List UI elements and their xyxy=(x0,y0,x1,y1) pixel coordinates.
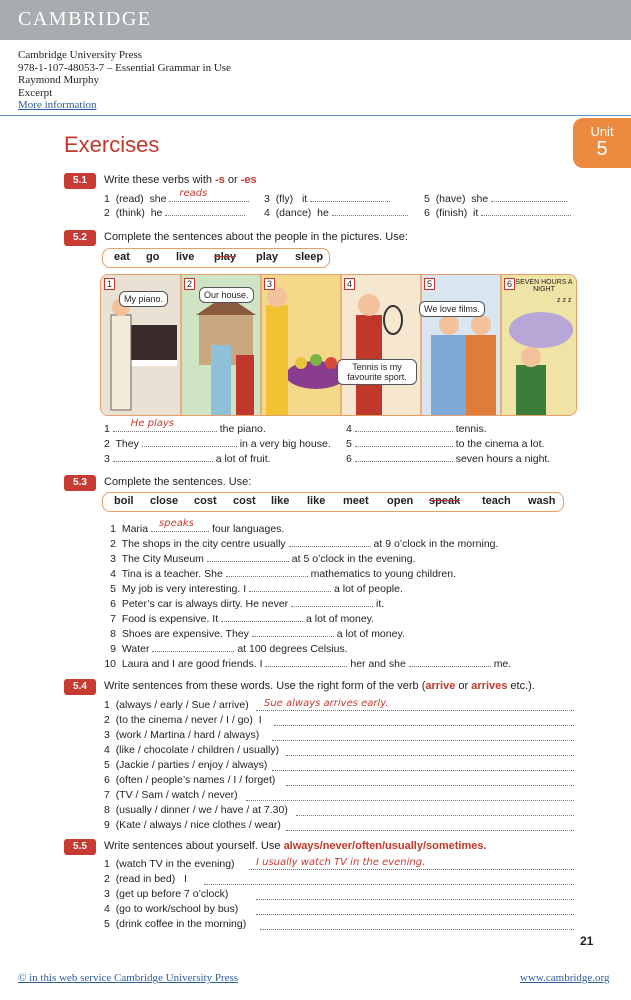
word: like xyxy=(307,495,326,507)
list-item: 4 (dance) he xyxy=(264,205,408,220)
list-item: 2 (to the cinema / never / I / go) I xyxy=(104,713,574,727)
list-item: 9 (Kate / always / nice clothes / wear) xyxy=(104,818,574,832)
word: meet xyxy=(343,495,369,507)
exercise-instruction: Write sentences about yourself. Use always/never/often/usually/sometimes. xyxy=(104,840,487,852)
exercise-number: 5.1 xyxy=(64,173,96,189)
list-item: 3 The City Museum at 5 o’clock in the evening. xyxy=(110,553,416,565)
word: like xyxy=(271,495,290,507)
publisher: Cambridge University Press xyxy=(18,49,143,61)
exercise-number: 5.2 xyxy=(64,230,96,246)
picture-strip xyxy=(100,274,577,416)
answer-text: He plays xyxy=(130,418,174,429)
speech-bubble: My piano. xyxy=(119,291,168,307)
list-item: 5 (drink coffee in the morning) xyxy=(104,917,574,931)
list-item: 2 The shops in the city centre usually at 9 o’clock in the morning. xyxy=(110,538,499,550)
list-item: 1 (read) she reads xyxy=(104,191,249,206)
list-item: 10 Laura and I are good friends. I her and she me. xyxy=(104,658,512,670)
publisher-info xyxy=(18,49,231,112)
dream-cloud xyxy=(509,312,573,348)
list-item: 7 (TV / Sam / watch / never) xyxy=(104,788,574,802)
sleep-z: z z z xyxy=(557,297,572,304)
exercise-instruction: Write sentences from these words. Use the right form of the verb (arrive or arrives etc.). xyxy=(104,680,535,692)
word: cost xyxy=(194,495,217,507)
picture-number: 5 xyxy=(424,278,435,290)
list-item: 6 seven hours a night. xyxy=(346,453,551,465)
list-item: 1 (always / early / Sue / arrive) Sue always arrives early. xyxy=(104,698,574,712)
list-item: 8 Shoes are expensive. They a lot of money. xyxy=(110,628,405,640)
list-item: 3 (work / Martina / hard / always) xyxy=(104,728,574,742)
list-item: 6 (finish) it xyxy=(424,205,571,220)
picture-number: 2 xyxy=(184,278,195,290)
word: eat xyxy=(114,251,130,263)
word: close xyxy=(150,495,179,507)
list-item: 5 My job is very interesting. I a lot of people. xyxy=(110,583,403,595)
exercise-instruction: Complete the sentences about the people in the pictures. Use: xyxy=(104,231,408,243)
answer-text: speaks xyxy=(159,518,194,529)
exercise-number: 5.3 xyxy=(64,475,96,491)
list-item: 6 (often / people’s names / I / forget) xyxy=(104,773,574,787)
page-title: Exercises xyxy=(64,132,160,157)
list-item: 2 (think) he xyxy=(104,205,245,220)
picture-number: 4 xyxy=(344,278,355,290)
speech-bubble: We love films. xyxy=(419,301,485,317)
list-item: 5 to the cinema a lot. xyxy=(346,438,545,450)
list-item: 4 tennis. xyxy=(346,423,487,435)
header-divider xyxy=(0,115,631,116)
list-item: 5 (Jackie / parties / enjoy / always) xyxy=(104,758,574,772)
illustration xyxy=(101,275,576,415)
excerpt-label: Excerpt xyxy=(18,86,53,99)
list-item: 3 (fly) it xyxy=(264,191,390,206)
caption: SEVEN HOURS A NIGHT xyxy=(515,279,573,293)
more-information-link[interactable]: More information xyxy=(18,99,97,111)
list-item: 2 They in a very big house. xyxy=(104,438,331,450)
word-used: play xyxy=(214,251,237,263)
list-item: 2 (read in bed) I xyxy=(104,872,574,886)
list-item: 9 Water at 100 degrees Celsius. xyxy=(110,643,348,655)
isbn: 978-1-107-48053-7 – Essential Grammar in Use xyxy=(18,61,231,74)
word: cost xyxy=(233,495,256,507)
speech-bubble: Our house. xyxy=(199,287,254,303)
list-item: 4 (go to work/school by bus) xyxy=(104,902,574,916)
word: go xyxy=(146,251,160,263)
word-box xyxy=(102,492,564,512)
unit-tab xyxy=(573,118,631,168)
answer-text: I usually watch TV in the evening. xyxy=(256,857,426,868)
word: wash xyxy=(528,495,556,507)
word: boil xyxy=(114,495,134,507)
word: live xyxy=(176,251,195,263)
word: play xyxy=(256,251,279,263)
list-item: 6 Peter’s car is always dirty. He never it. xyxy=(110,598,385,610)
list-item: 3 (get up before 7 o’clock) xyxy=(104,887,574,901)
exercise-instruction: Write these verbs with -s or -es xyxy=(104,174,257,186)
list-item: 1 He plays the piano. xyxy=(104,418,266,435)
piano xyxy=(129,325,177,365)
copyright-link[interactable]: © in this web service Cambridge University Press xyxy=(18,972,239,984)
author: Raymond Murphy xyxy=(18,74,99,86)
list-item: 1 Maria speaks four languages. xyxy=(110,518,285,535)
word: open xyxy=(387,495,414,507)
exercise-number: 5.5 xyxy=(64,839,96,855)
speech-bubble: Tennis is my favourite sport. xyxy=(337,359,417,385)
picture-number: 3 xyxy=(264,278,275,290)
word-box xyxy=(102,248,330,268)
list-item: 4 Tina is a teacher. She mathematics to young children. xyxy=(110,568,456,580)
answer-text: reads xyxy=(179,188,208,199)
person xyxy=(111,315,131,410)
word: sleep xyxy=(295,251,324,263)
list-item: 1 (watch TV in the evening) I usually watch TV in the evening. xyxy=(104,857,574,871)
cambridge-logo: CAMBRIDGE xyxy=(18,8,152,30)
exercise-number: 5.4 xyxy=(64,679,96,695)
picture-number: 1 xyxy=(104,278,115,290)
website-link[interactable]: www.cambridge.org xyxy=(520,972,610,984)
unit-label: Unit xyxy=(590,124,614,139)
unit-number: 5 xyxy=(596,138,608,160)
picture-number: 6 xyxy=(504,278,515,290)
page-number: 21 xyxy=(580,934,594,948)
exercise-instruction: Complete the sentences. Use: xyxy=(104,476,252,488)
list-item: 3 a lot of fruit. xyxy=(104,453,271,465)
list-item: 5 (have) she xyxy=(424,191,567,206)
answer-text: Sue always arrives early. xyxy=(264,698,389,709)
list-item: 4 (like / chocolate / children / usually) xyxy=(104,743,574,757)
word-used: speak xyxy=(429,495,461,507)
list-item: 7 Food is expensive. It a lot of money. xyxy=(110,613,375,625)
list-item: 8 (usually / dinner / we / have / at 7.30) xyxy=(104,803,574,817)
word: teach xyxy=(482,495,511,507)
